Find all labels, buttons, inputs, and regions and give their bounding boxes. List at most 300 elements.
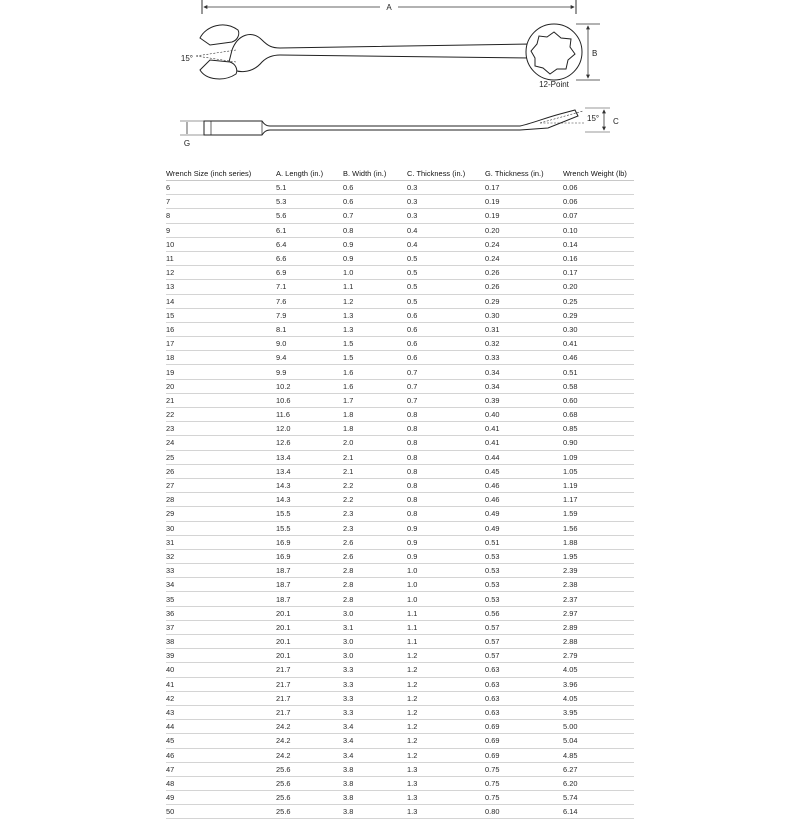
cell-g-thickness: 0.19 — [485, 195, 563, 209]
cell-width: 3.8 — [343, 776, 407, 790]
table-row — [166, 379, 634, 393]
table-row — [166, 280, 634, 294]
cell-c-thickness: 1.0 — [407, 564, 485, 578]
table-row — [166, 209, 634, 223]
cell-weight: 2.88 — [563, 635, 634, 649]
cell-length: 20.1 — [276, 620, 343, 634]
cell-weight: 1.05 — [563, 464, 634, 478]
cell-length: 21.7 — [276, 691, 343, 705]
cell-wrench-size: 26 — [166, 464, 276, 478]
cell-wrench-size: 36 — [166, 606, 276, 620]
cell-g-thickness: 0.45 — [485, 464, 563, 478]
cell-weight: 0.17 — [563, 266, 634, 280]
cell-wrench-size: 25 — [166, 450, 276, 464]
cell-c-thickness: 0.9 — [407, 535, 485, 549]
cell-g-thickness: 0.40 — [485, 408, 563, 422]
table-row — [166, 464, 634, 478]
cell-width: 2.3 — [343, 521, 407, 535]
cell-wrench-size: 18 — [166, 351, 276, 365]
cell-wrench-size: 24 — [166, 436, 276, 450]
cell-c-thickness: 1.3 — [407, 776, 485, 790]
cell-wrench-size: 15 — [166, 308, 276, 322]
cell-weight: 0.06 — [563, 195, 634, 209]
cell-c-thickness: 1.2 — [407, 705, 485, 719]
cell-weight: 0.20 — [563, 280, 634, 294]
cell-width: 1.5 — [343, 337, 407, 351]
cell-wrench-size: 38 — [166, 635, 276, 649]
cell-c-thickness: 1.2 — [407, 748, 485, 762]
angle-top-label: 15° — [180, 54, 193, 63]
cell-c-thickness: 0.8 — [407, 464, 485, 478]
cell-width: 2.3 — [343, 507, 407, 521]
cell-weight: 0.85 — [563, 422, 634, 436]
table-row — [166, 195, 634, 209]
cell-length: 14.3 — [276, 478, 343, 492]
cell-wrench-size: 48 — [166, 776, 276, 790]
cell-length: 16.9 — [276, 535, 343, 549]
cell-g-thickness: 0.46 — [485, 493, 563, 507]
table-row — [166, 251, 634, 265]
cell-length: 15.5 — [276, 507, 343, 521]
table-row — [166, 393, 634, 407]
cell-c-thickness: 0.3 — [407, 195, 485, 209]
cell-weight: 3.95 — [563, 705, 634, 719]
dimension-g-label: G — [183, 139, 191, 148]
cell-weight: 0.90 — [563, 436, 634, 450]
cell-wrench-size: 47 — [166, 762, 276, 776]
cell-c-thickness: 1.1 — [407, 606, 485, 620]
cell-length: 6.4 — [276, 237, 343, 251]
cell-wrench-size: 17 — [166, 337, 276, 351]
cell-width: 1.6 — [343, 379, 407, 393]
cell-weight: 1.95 — [563, 549, 634, 563]
cell-g-thickness: 0.34 — [485, 365, 563, 379]
cell-c-thickness: 0.9 — [407, 549, 485, 563]
cell-width: 3.3 — [343, 705, 407, 719]
cell-length: 14.3 — [276, 493, 343, 507]
table-row — [166, 649, 634, 663]
table-row — [166, 720, 634, 734]
cell-weight: 4.05 — [563, 663, 634, 677]
cell-weight: 5.04 — [563, 734, 634, 748]
cell-wrench-size: 49 — [166, 791, 276, 805]
cell-length: 9.4 — [276, 351, 343, 365]
cell-g-thickness: 0.44 — [485, 450, 563, 464]
cell-g-thickness: 0.51 — [485, 535, 563, 549]
cell-g-thickness: 0.17 — [485, 181, 563, 195]
wrench-dimension-diagram — [0, 0, 800, 160]
cell-g-thickness: 0.69 — [485, 720, 563, 734]
cell-weight: 0.60 — [563, 393, 634, 407]
cell-weight: 5.00 — [563, 720, 634, 734]
cell-length: 8.1 — [276, 322, 343, 336]
header-weight: Wrench Weight (lb) — [563, 166, 634, 181]
cell-length: 18.7 — [276, 578, 343, 592]
cell-width: 1.2 — [343, 294, 407, 308]
cell-width: 3.4 — [343, 748, 407, 762]
cell-length: 18.7 — [276, 564, 343, 578]
cell-c-thickness: 0.8 — [407, 450, 485, 464]
table-row — [166, 422, 634, 436]
cell-length: 20.1 — [276, 649, 343, 663]
cell-width: 3.8 — [343, 791, 407, 805]
cell-wrench-size: 37 — [166, 620, 276, 634]
cell-width: 2.8 — [343, 564, 407, 578]
cell-wrench-size: 20 — [166, 379, 276, 393]
cell-length: 18.7 — [276, 592, 343, 606]
table-row — [166, 776, 634, 790]
cell-length: 20.1 — [276, 606, 343, 620]
cell-wrench-size: 21 — [166, 393, 276, 407]
cell-length: 5.6 — [276, 209, 343, 223]
cell-g-thickness: 0.49 — [485, 507, 563, 521]
cell-weight: 0.25 — [563, 294, 634, 308]
cell-weight: 5.74 — [563, 791, 634, 805]
cell-g-thickness: 0.34 — [485, 379, 563, 393]
cell-weight: 1.88 — [563, 535, 634, 549]
cell-weight: 2.37 — [563, 592, 634, 606]
wrench-top-view — [200, 24, 582, 80]
cell-wrench-size: 43 — [166, 705, 276, 719]
cell-width: 2.2 — [343, 478, 407, 492]
cell-g-thickness: 0.53 — [485, 578, 563, 592]
cell-length: 6.1 — [276, 223, 343, 237]
table-row — [166, 223, 634, 237]
dimension-g-line — [180, 121, 204, 135]
cell-g-thickness: 0.57 — [485, 620, 563, 634]
cell-length: 7.6 — [276, 294, 343, 308]
cell-length: 24.2 — [276, 734, 343, 748]
cell-wrench-size: 10 — [166, 237, 276, 251]
cell-wrench-size: 13 — [166, 280, 276, 294]
cell-width: 0.6 — [343, 181, 407, 195]
cell-length: 6.6 — [276, 251, 343, 265]
cell-width: 3.3 — [343, 663, 407, 677]
cell-weight: 0.51 — [563, 365, 634, 379]
cell-c-thickness: 0.4 — [407, 237, 485, 251]
table-body — [166, 181, 634, 819]
cell-width: 3.3 — [343, 691, 407, 705]
cell-wrench-size: 19 — [166, 365, 276, 379]
table-row — [166, 351, 634, 365]
cell-wrench-size: 33 — [166, 564, 276, 578]
cell-width: 3.4 — [343, 734, 407, 748]
table-row — [166, 294, 634, 308]
cell-c-thickness: 1.2 — [407, 720, 485, 734]
cell-weight: 2.97 — [563, 606, 634, 620]
cell-wrench-size: 11 — [166, 251, 276, 265]
table-row — [166, 181, 634, 195]
cell-wrench-size: 31 — [166, 535, 276, 549]
header-width: B. Width (in.) — [343, 166, 407, 181]
table-header-row — [166, 166, 634, 181]
cell-c-thickness: 0.7 — [407, 379, 485, 393]
cell-length: 5.3 — [276, 195, 343, 209]
header-g-thickness: G. Thickness (in.) — [485, 166, 563, 181]
cell-g-thickness: 0.57 — [485, 635, 563, 649]
cell-c-thickness: 1.0 — [407, 578, 485, 592]
table-row — [166, 507, 634, 521]
table-row — [166, 450, 634, 464]
cell-c-thickness: 1.2 — [407, 691, 485, 705]
cell-g-thickness: 0.63 — [485, 705, 563, 719]
cell-c-thickness: 0.7 — [407, 365, 485, 379]
cell-weight: 0.07 — [563, 209, 634, 223]
table-row — [166, 592, 634, 606]
cell-width: 3.8 — [343, 805, 407, 819]
table-row — [166, 606, 634, 620]
cell-c-thickness: 1.3 — [407, 805, 485, 819]
cell-weight: 1.56 — [563, 521, 634, 535]
cell-g-thickness: 0.33 — [485, 351, 563, 365]
cell-length: 25.6 — [276, 776, 343, 790]
table-row — [166, 237, 634, 251]
cell-g-thickness: 0.30 — [485, 308, 563, 322]
cell-g-thickness: 0.80 — [485, 805, 563, 819]
cell-width: 1.3 — [343, 308, 407, 322]
cell-g-thickness: 0.63 — [485, 691, 563, 705]
cell-weight: 6.20 — [563, 776, 634, 790]
cell-length: 20.1 — [276, 635, 343, 649]
cell-wrench-size: 44 — [166, 720, 276, 734]
cell-weight: 1.09 — [563, 450, 634, 464]
dimension-a-label: A — [386, 3, 392, 12]
table-row — [166, 734, 634, 748]
table-row — [166, 493, 634, 507]
cell-weight: 0.06 — [563, 181, 634, 195]
cell-weight: 0.30 — [563, 322, 634, 336]
cell-weight: 0.68 — [563, 408, 634, 422]
twelve-point-label: 12-Point — [539, 80, 569, 89]
cell-weight: 0.16 — [563, 251, 634, 265]
cell-width: 0.7 — [343, 209, 407, 223]
cell-width: 2.1 — [343, 464, 407, 478]
cell-width: 3.1 — [343, 620, 407, 634]
cell-width: 2.1 — [343, 450, 407, 464]
cell-c-thickness: 0.8 — [407, 493, 485, 507]
cell-g-thickness: 0.41 — [485, 436, 563, 450]
cell-wrench-size: 12 — [166, 266, 276, 280]
cell-length: 24.2 — [276, 748, 343, 762]
cell-wrench-size: 34 — [166, 578, 276, 592]
cell-c-thickness: 0.3 — [407, 209, 485, 223]
table-row — [166, 578, 634, 592]
cell-weight: 4.85 — [563, 748, 634, 762]
cell-c-thickness: 0.8 — [407, 408, 485, 422]
cell-wrench-size: 40 — [166, 663, 276, 677]
cell-width: 3.0 — [343, 649, 407, 663]
cell-weight: 0.29 — [563, 308, 634, 322]
cell-wrench-size: 39 — [166, 649, 276, 663]
cell-c-thickness: 1.2 — [407, 663, 485, 677]
cell-wrench-size: 30 — [166, 521, 276, 535]
cell-width: 1.8 — [343, 408, 407, 422]
cell-g-thickness: 0.75 — [485, 776, 563, 790]
cell-g-thickness: 0.19 — [485, 209, 563, 223]
dimension-c-label: C — [613, 117, 619, 126]
cell-g-thickness: 0.63 — [485, 663, 563, 677]
cell-width: 1.3 — [343, 322, 407, 336]
cell-width: 2.8 — [343, 592, 407, 606]
cell-wrench-size: 7 — [166, 195, 276, 209]
cell-wrench-size: 27 — [166, 478, 276, 492]
cell-c-thickness: 0.6 — [407, 322, 485, 336]
table-row — [166, 677, 634, 691]
cell-wrench-size: 14 — [166, 294, 276, 308]
cell-width: 2.6 — [343, 535, 407, 549]
cell-width: 2.2 — [343, 493, 407, 507]
cell-width: 3.3 — [343, 677, 407, 691]
cell-weight: 1.17 — [563, 493, 634, 507]
table-row — [166, 564, 634, 578]
cell-wrench-size: 42 — [166, 691, 276, 705]
cell-g-thickness: 0.56 — [485, 606, 563, 620]
cell-length: 9.0 — [276, 337, 343, 351]
cell-wrench-size: 22 — [166, 408, 276, 422]
cell-width: 1.1 — [343, 280, 407, 294]
cell-length: 21.7 — [276, 705, 343, 719]
cell-weight: 0.41 — [563, 337, 634, 351]
table-row — [166, 705, 634, 719]
cell-g-thickness: 0.39 — [485, 393, 563, 407]
cell-weight: 2.89 — [563, 620, 634, 634]
table-row — [166, 365, 634, 379]
cell-c-thickness: 0.6 — [407, 351, 485, 365]
cell-weight: 0.14 — [563, 237, 634, 251]
cell-weight: 4.05 — [563, 691, 634, 705]
cell-c-thickness: 0.5 — [407, 266, 485, 280]
cell-c-thickness: 0.8 — [407, 422, 485, 436]
cell-length: 13.4 — [276, 450, 343, 464]
cell-weight: 1.19 — [563, 478, 634, 492]
cell-g-thickness: 0.75 — [485, 791, 563, 805]
cell-weight: 2.39 — [563, 564, 634, 578]
cell-width: 1.8 — [343, 422, 407, 436]
table-row — [166, 322, 634, 336]
cell-width: 0.9 — [343, 251, 407, 265]
cell-c-thickness: 1.2 — [407, 734, 485, 748]
cell-length: 12.0 — [276, 422, 343, 436]
cell-wrench-size: 28 — [166, 493, 276, 507]
cell-c-thickness: 0.4 — [407, 223, 485, 237]
cell-width: 2.6 — [343, 549, 407, 563]
header-length: A. Length (in.) — [276, 166, 343, 181]
cell-wrench-size: 16 — [166, 322, 276, 336]
cell-c-thickness: 0.3 — [407, 181, 485, 195]
cell-c-thickness: 0.5 — [407, 280, 485, 294]
cell-wrench-size: 46 — [166, 748, 276, 762]
cell-wrench-size: 41 — [166, 677, 276, 691]
table-row — [166, 549, 634, 563]
cell-length: 10.6 — [276, 393, 343, 407]
cell-c-thickness: 1.3 — [407, 762, 485, 776]
cell-length: 25.6 — [276, 805, 343, 819]
wrench-side-view — [204, 110, 578, 135]
cell-g-thickness: 0.46 — [485, 478, 563, 492]
cell-width: 3.4 — [343, 720, 407, 734]
table-row — [166, 337, 634, 351]
cell-length: 13.4 — [276, 464, 343, 478]
cell-wrench-size: 45 — [166, 734, 276, 748]
cell-weight: 0.58 — [563, 379, 634, 393]
cell-wrench-size: 6 — [166, 181, 276, 195]
cell-width: 1.6 — [343, 365, 407, 379]
header-wrench-size: Wrench Size (inch series) — [166, 166, 276, 181]
cell-weight: 2.79 — [563, 649, 634, 663]
cell-width: 0.6 — [343, 195, 407, 209]
cell-weight: 6.27 — [563, 762, 634, 776]
cell-length: 15.5 — [276, 521, 343, 535]
cell-g-thickness: 0.31 — [485, 322, 563, 336]
cell-length: 21.7 — [276, 663, 343, 677]
cell-width: 2.0 — [343, 436, 407, 450]
table-row — [166, 791, 634, 805]
table-row — [166, 521, 634, 535]
cell-weight: 0.46 — [563, 351, 634, 365]
cell-c-thickness: 0.9 — [407, 521, 485, 535]
cell-wrench-size: 8 — [166, 209, 276, 223]
cell-c-thickness: 0.8 — [407, 507, 485, 521]
cell-c-thickness: 1.2 — [407, 649, 485, 663]
cell-c-thickness: 1.1 — [407, 620, 485, 634]
cell-c-thickness: 1.1 — [407, 635, 485, 649]
dimension-b-label: B — [592, 49, 598, 58]
cell-length: 21.7 — [276, 677, 343, 691]
cell-c-thickness: 0.8 — [407, 436, 485, 450]
cell-g-thickness: 0.49 — [485, 521, 563, 535]
cell-width: 3.0 — [343, 606, 407, 620]
table-row — [166, 436, 634, 450]
cell-wrench-size: 29 — [166, 507, 276, 521]
cell-g-thickness: 0.41 — [485, 422, 563, 436]
cell-c-thickness: 1.0 — [407, 592, 485, 606]
table-row — [166, 691, 634, 705]
cell-g-thickness: 0.26 — [485, 280, 563, 294]
table-row — [166, 266, 634, 280]
cell-wrench-size: 32 — [166, 549, 276, 563]
cell-g-thickness: 0.75 — [485, 762, 563, 776]
cell-length: 12.6 — [276, 436, 343, 450]
cell-c-thickness: 0.8 — [407, 478, 485, 492]
angle-side-label: 15° — [587, 114, 600, 123]
table-row — [166, 308, 634, 322]
cell-length: 16.9 — [276, 549, 343, 563]
cell-weight: 1.59 — [563, 507, 634, 521]
cell-length: 7.9 — [276, 308, 343, 322]
cell-wrench-size: 9 — [166, 223, 276, 237]
cell-g-thickness: 0.29 — [485, 294, 563, 308]
header-c-thickness: C. Thickness (in.) — [407, 166, 485, 181]
cell-g-thickness: 0.63 — [485, 677, 563, 691]
table-row — [166, 748, 634, 762]
cell-g-thickness: 0.69 — [485, 734, 563, 748]
cell-g-thickness: 0.53 — [485, 564, 563, 578]
cell-c-thickness: 0.5 — [407, 251, 485, 265]
cell-length: 25.6 — [276, 762, 343, 776]
cell-length: 24.2 — [276, 720, 343, 734]
table-row — [166, 620, 634, 634]
cell-width: 0.9 — [343, 237, 407, 251]
cell-wrench-size: 23 — [166, 422, 276, 436]
table-row — [166, 408, 634, 422]
cell-length: 7.1 — [276, 280, 343, 294]
cell-weight: 3.96 — [563, 677, 634, 691]
wrench-spec-table — [166, 166, 634, 819]
cell-length: 10.2 — [276, 379, 343, 393]
cell-length: 25.6 — [276, 791, 343, 805]
cell-g-thickness: 0.32 — [485, 337, 563, 351]
cell-g-thickness: 0.53 — [485, 592, 563, 606]
